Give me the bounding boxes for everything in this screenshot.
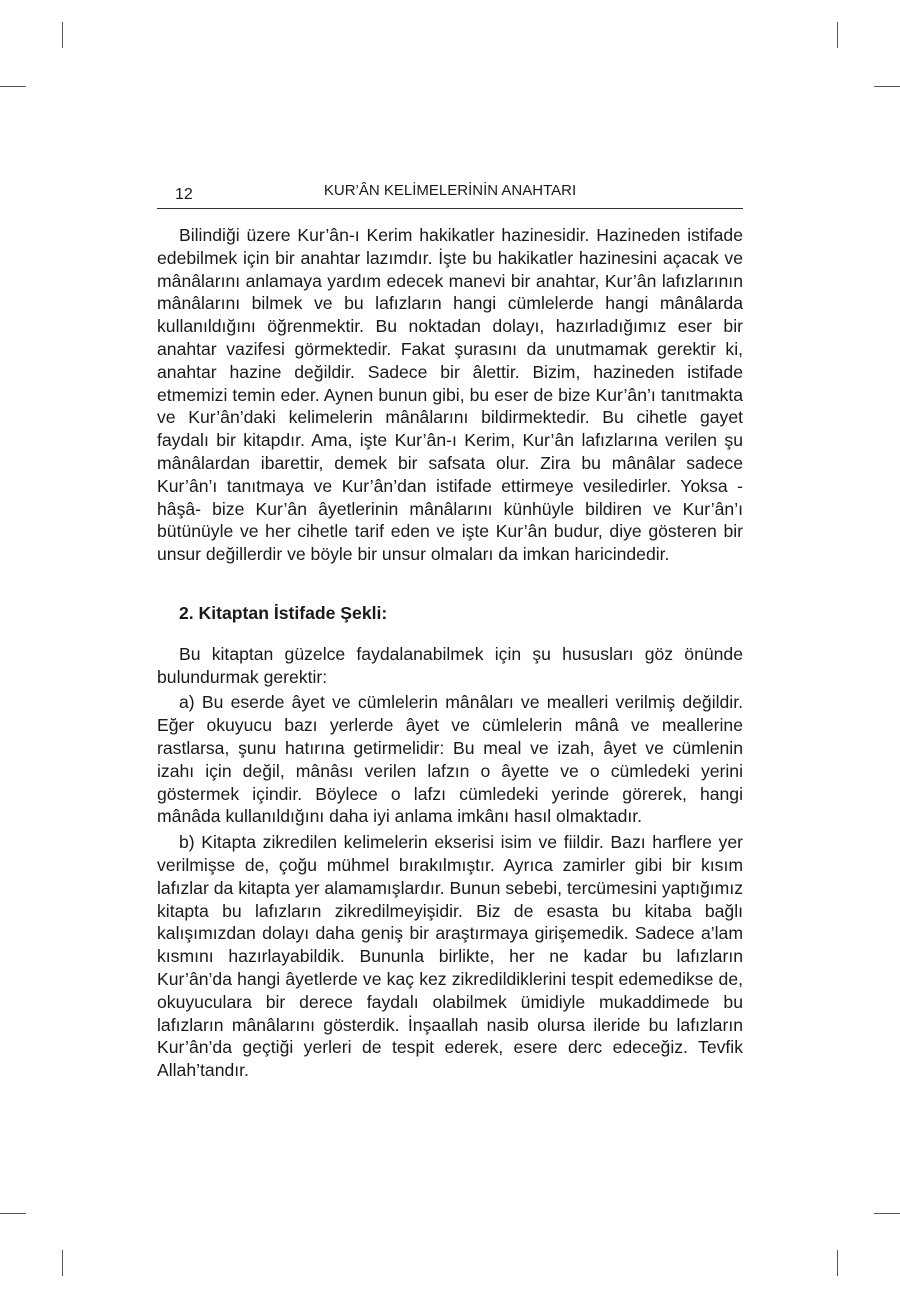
page-header (157, 180, 743, 209)
paragraph: Bu kitaptan güzelce faydalanabilmek için şu hususları göz önünde bulundurmak gerektir: (157, 643, 743, 687)
crop-mark (62, 22, 63, 48)
list-item-a: a) Bu eserde âyet ve cümlelerin mânâları ve mealleri verilmiş değildir. Eğer okuyucu bazı yerlerde âyet ve cümlelerin mânâ ve meallerine rastlarsa, şunu hatırına getirmelidir: Bu meal ve izah, âyet ve cümlenin izahı için değil, mânâsı verilen lafzın o âyette ve o cümledeki yerini göstermek içindir. Böylece o lafzı cümledeki yerinde görerek, hangi mânâda kullanıldığını daha iyi anlama imkânı hasıl olmaktadır. (157, 692, 743, 827)
crop-mark (0, 86, 26, 87)
section-heading: 2. Kitaptan İstifade Şekli: (179, 602, 388, 623)
crop-mark (0, 1213, 26, 1214)
crop-mark (837, 22, 838, 48)
paragraph: Bilindiği üzere Kur’ân-ı Kerim hakikatler hazinesidir. Hazineden istifade edebilmek için bir anahtar lazımdır. İşte bu hakikatler hazinesini açacak ve mânâlarını anlamaya yardım edecek manevi bir anahtar, Kur’ân lafızlarının mânâlarını bilmek ve bu lafızların hangi cümlelerde hangi mânâlarda kullanıldığını öğrenmektir. Bu noktadan dolayı, hazırladığımız eser bir anahtar vazifesi görmektedir. Fakat şurasını da unutmamak gerektir ki, anahtar hazine değildir. Sadece bir âlettir. Bizim, hazineden istifade etmemizi temin eder. Aynen bunun gibi, bu eser de bize Kur’ân’ı tanıtmakta ve Kur’ân’daki kelimelerin mânâlarını bildirmektedir. Bu cihetle gayet faydalı bir kitapdır. Ama, işte Kur’ân-ı Kerim, Kur’ân lafızlarına verilen şu mânâlardan ibarettir, demek bir safsata olur. Zira bu mânâlar sadece Kur’ân’ı tanıtmaya ve Kur’ân’dan istifade ettirmeye vesiledirler. Yoksa -hâşâ- bize Kur’ân âyetlerinin mânâlarını künhüyle bildiren ve Kur’ân’ı bütünüyle ve her cihetle tarif eden ve işte Kur’ân budur, diye gösteren bir unsur değillerdir ve böyle bir unsur olmaları da imkan haricindedir. (157, 225, 743, 565)
page-number: 12 (175, 186, 193, 203)
crop-mark (874, 1213, 900, 1214)
list-item-b: b) Kitapta zikredilen kelimelerin ekserisi isim ve fiildir. Bazı harflere yer verilmişse de, çoğu mühmel bırakılmıştır. Ayrıca zamirler gibi bir kısım lafızlar da kitapta yer alamamışlardır. Bunun sebebi, tercümesini yaptığımız kitapta bu lafızların zikredilmeyişidir. Biz de esasta bu kitaba bağlı kalışımızdan dolayı daha geniş bir araştırmaya girişemedik. Sadece a’lam kısmını hazırlayabildik. Bununla birlikte, her ne kadar bu lafızların Kur’ân’da hangi âyetlerde ve kaç kez zikredildiklerini tespit edemedikse de, okuyuculara bir derece faydalı olabilmek ümidiyle mukaddimede bu lafızların mânâlarını gösterdik. İnşaallah nasib olursa ileride bu lafızların Kur’ân’da geçtiği yerleri de tespit ederek, esere derc edeceğiz. Tevfik Allah’tandır. (157, 832, 743, 1081)
crop-mark (874, 86, 900, 87)
crop-mark (62, 1250, 63, 1276)
crop-mark (837, 1250, 838, 1276)
running-title: KUR’ÂN KELİMELERİNİN ANAHTARI (323, 182, 577, 199)
page-body (157, 224, 743, 1082)
